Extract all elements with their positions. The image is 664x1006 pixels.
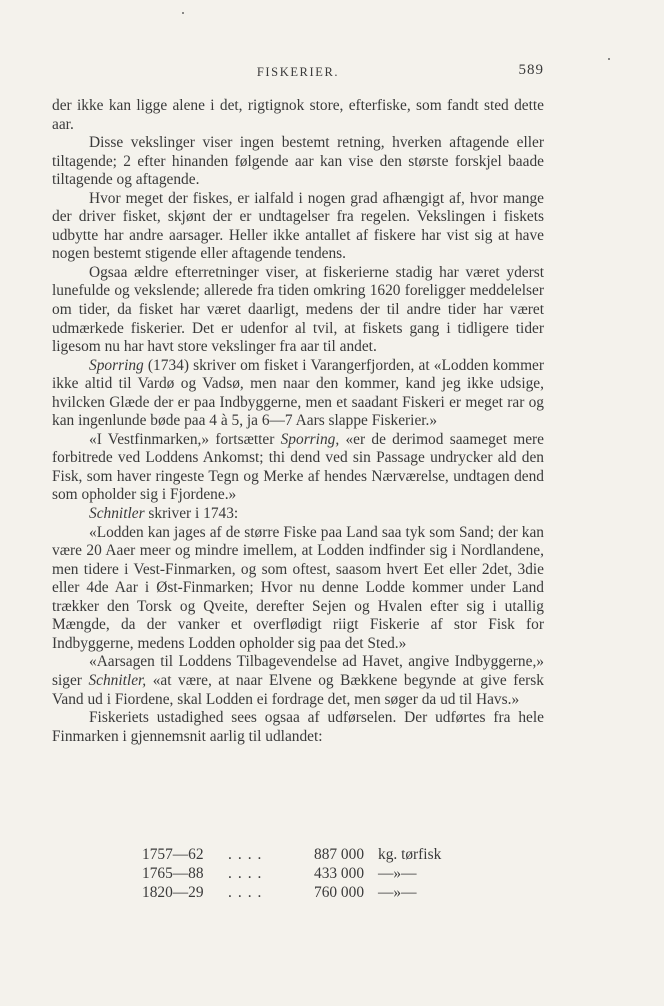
running-title: FISKERIER.	[256, 65, 340, 79]
leader-dots: ....	[228, 865, 268, 882]
table-row	[142, 883, 472, 902]
paragraph-lead: «I Vestfinmarken,» fortsætter	[89, 430, 281, 448]
table-row	[142, 864, 472, 883]
paragraph: Hvor meget der fiskes, er ialfald i nogen grad afhængigt af, hvor mange der driver fisket, skjønt der er undtagelser fra regelen. Vekslingen i fiskets udbytte har andre aarsager. Heller ikke antallet af fiskere har vist sig at have nogen bestemt stigende eller aftagende tendens.	[52, 189, 544, 263]
paragraph-text: skriver i 1743:	[144, 505, 239, 523]
author-name: Schnitler,	[88, 671, 147, 689]
paragraph-lead: «Aarsagen til Loddens Tilbagevendelse ad Havet, angive Indbyggerne,» siger	[52, 653, 544, 689]
block-quote: «Lodden kan jages af de større Fiske paa Land saa tyk som Sand; der kan være 20 Aaer meer og mindre imellem, at Lodden indfinder sig i Nordlandene, men tidere i Vest-Finmarken, og som oftest, saasom hvert Eet eller 2det, 3die eller 4de Aar i Øst-Finmarken; Hvor nu denne Lodde kommer under Land trækker den Torsk og Qveite, derefter Sejen og Hvalen efter sig i utallig Mængde, da der vanker et overflødigt riigt Fiskerie af stor Fisk for Indbyggerne, medens Lodden opholder sig paa det Sted.»	[52, 523, 544, 652]
paper-speck	[182, 12, 184, 14]
paragraph-text: «er de derimod saameget mere forbitrede ved Loddens Ankomst; thi dend ved sin Passage undrycker ald den Fisk, som haver ringeste Tegn og Merke af hendes Nærværelse, undtagen dend som opholder sig i Fjordene.»	[52, 430, 544, 504]
unit-cell: —»—	[378, 884, 417, 901]
paragraph-schnitler	[52, 505, 544, 524]
leader-dots: ....	[228, 846, 268, 863]
years-cell: 1757—62	[142, 846, 204, 863]
paragraph: Disse vekslinger viser ingen bestemt retning, hverken aftagende eller tiltagende; 2 efter hinanden følgende aar kan vise den største forskjel baade tiltagende og aftagende.	[52, 134, 544, 189]
author-name: Schnitler	[89, 505, 145, 523]
years-cell: 1765—88	[142, 865, 204, 882]
paragraph-sporring	[52, 357, 544, 431]
paper-speck	[608, 58, 610, 60]
author-name: Sporring,	[280, 430, 340, 448]
page-header	[52, 62, 544, 82]
author-name: Sporring	[89, 356, 144, 374]
years-cell: 1820—29	[142, 884, 204, 901]
export-table	[142, 845, 472, 902]
paragraph: Fiskeriets ustadighed sees ogsaa af udførselen. Der udførtes fra hele Finmarken i gjennemsnit aarlig til udlandet:	[52, 709, 544, 745]
paragraph-vestfinmarken	[52, 431, 544, 505]
paragraph: Ogsaa ældre efterretninger viser, at fiskerierne stadig har været yderst lunefulde og vekslende; allerede fra tiden omkring 1620 foreligger meddelelser om tider, da fisket har været daarligt, medens der til andre tider har været udmærkede fiskerier. Det er udenfor al tvil, at fiskets gang i tidligere tider ligesom nu har havt store vekslinger fra aar til andet.	[52, 263, 544, 356]
paragraph-text: (1734) skriver om fisket i Varangerfjorden, at «Lodden kommer ikke altid til Vardø og Vadsø, men naar den kommer, kand jeg ikke udsige, hvilcken Glæde der er paa Indbyggerne, men et saadant Fiskeri er meget rar og kan ingenlunde bøde paa 4 à 5, ja 6—7 Aars slappe Fiskerier.»	[52, 356, 544, 430]
page-number: 589	[518, 62, 544, 78]
leader-dots: ....	[228, 884, 268, 901]
paragraph-text: «at være, at naar Elvene og Bækkene begynde at give fersk Vand ud i Fiordene, skal Lodden ei fordrage det, men søger da ud til Havs.»	[52, 671, 544, 708]
body-text	[52, 97, 544, 746]
unit-cell: kg. tørfisk	[378, 846, 442, 863]
amount-cell: 760 000	[314, 884, 365, 901]
amount-cell: 433 000	[314, 865, 365, 882]
amount-cell: 887 000	[314, 846, 365, 863]
table-row	[142, 845, 472, 864]
paragraph-quote2	[52, 653, 544, 709]
unit-cell: —»—	[378, 865, 417, 882]
paragraph: der ikke kan ligge alene i det, rigtignok store, efterfiske, som fandt sted dette aar.	[52, 97, 544, 133]
